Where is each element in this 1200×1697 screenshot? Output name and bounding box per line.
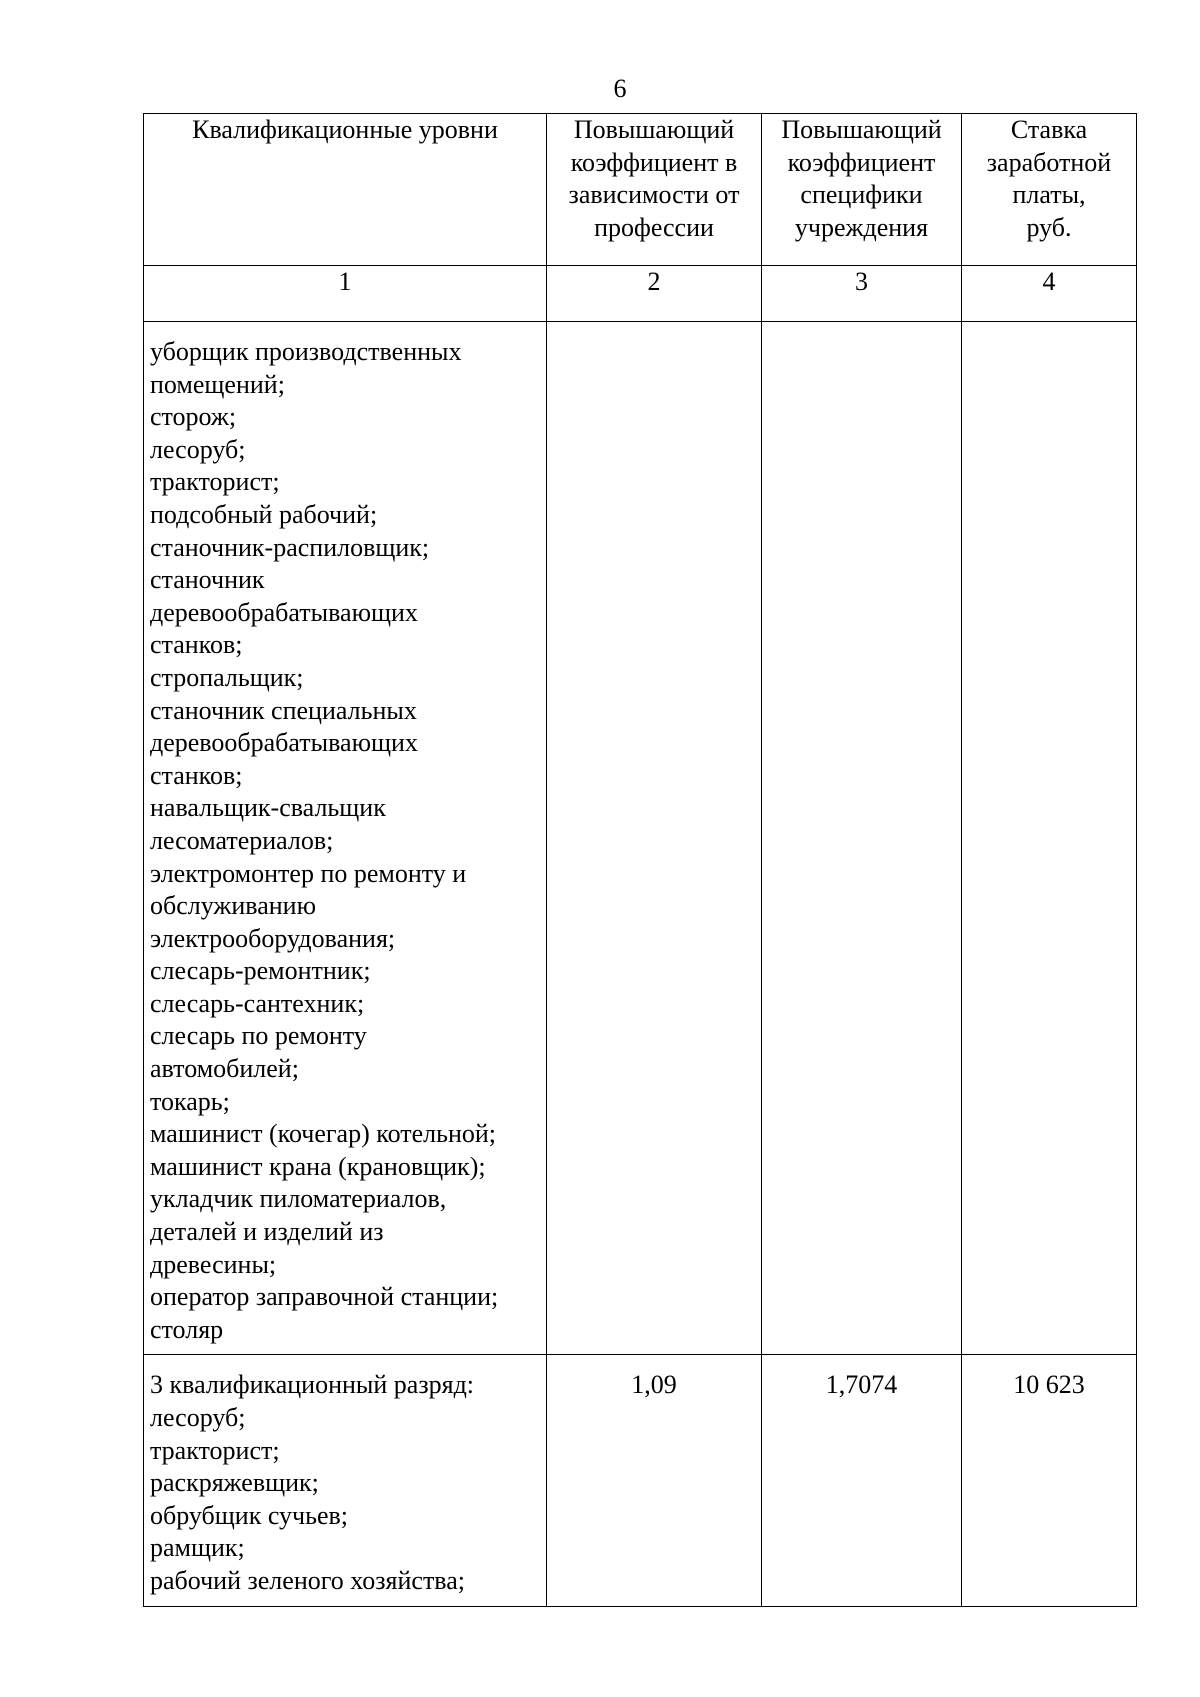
profession-line: обрубщик сучьев; [150,1500,349,1530]
profession-line: электрооборудования; [150,923,396,953]
profession-line: раскряжевщик; [150,1468,319,1498]
profession-line: станочник-распиловщик; [150,532,430,562]
profession-line: 3 квалификационный разряд: [150,1370,475,1400]
header-line: заработной [986,147,1112,177]
profession-line: навальщик-свальщик [150,793,386,823]
profession-line: машинист крана (крановщик); [150,1151,486,1181]
header-line: коэффициент [787,147,936,177]
header-line: Квалификационные уровни [192,115,498,144]
profession-line: деталей и изделий из [150,1217,384,1247]
profession-line: деревообрабатывающих [150,728,418,758]
profession-line: укладчик пиломатериалов, [150,1184,447,1214]
profession-line: оператор заправочной станции; [150,1282,499,1312]
header-line: платы, [1012,180,1086,210]
header-profession-coefficient [547,114,762,266]
profession-coefficient-cell [547,322,762,1355]
institution-coefficient-cell: 1,7074 [762,1355,962,1606]
header-line: Повышающий [781,115,942,144]
salary-rate-cell: 10 623 [962,1355,1137,1606]
profession-line: машинист (кочегар) котельной; [150,1119,497,1149]
qualification-list-cell [144,322,547,1355]
header-institution-coefficient [762,114,962,266]
profession-line: рабочий зеленого хозяйства; [150,1565,466,1595]
salary-rate-cell [962,322,1137,1355]
profession-line: тракторист; [150,1435,280,1465]
profession-line: слесарь по ремонту [150,1021,367,1051]
profession-line: станков; [150,760,243,790]
profession-line: древесины; [150,1249,277,1279]
page-number: 6 [613,74,627,103]
header-line: специфики [800,180,923,210]
header-line: Ставка [1010,115,1088,144]
qualification-list-cell [144,1355,547,1606]
column-number: 2 [547,266,762,322]
profession-line: электромонтер по ремонту и [150,858,467,888]
profession-line: лесоруб; [150,434,246,464]
table-row [144,1355,1137,1606]
profession-line: сторож; [150,402,237,432]
profession-coefficient-cell: 1,09 [547,1355,762,1606]
column-number: 4 [962,266,1137,322]
table-header-row [144,114,1137,266]
column-number: 3 [762,266,962,322]
institution-coefficient-cell [762,322,962,1355]
profession-line: столяр [150,1314,224,1344]
profession-line: уборщик производственных [150,337,462,366]
profession-line: обслуживанию [150,891,317,921]
profession-line: станочник [150,565,265,595]
header-line: коэффициент в [570,147,738,177]
header-salary-rate [962,114,1137,266]
header-line: учреждения [794,212,929,242]
salary-rates-table [143,113,1137,1607]
header-line: зависимости от [568,180,740,210]
profession-line: автомобилей; [150,1054,299,1084]
header-qualification-levels [144,114,547,266]
column-numbers-row [144,266,1137,322]
profession-line: стропальщик; [150,662,304,692]
table-body [144,322,1137,1607]
header-line: Повышающий [573,115,735,144]
profession-line: подсобный рабочий; [150,499,378,529]
profession-line: слесарь-сантехник; [150,988,365,1018]
profession-line: слесарь-ремонтник; [150,956,371,986]
profession-line: помещений; [150,369,285,399]
profession-line: станков; [150,630,243,660]
column-number: 1 [144,266,547,322]
profession-line: лесоруб; [150,1403,246,1432]
profession-line: тракторист; [150,467,280,497]
header-line: профессии [594,212,714,242]
table-row [144,322,1137,1355]
profession-line: станочник специальных [150,695,417,725]
profession-line: лесоматериалов; [150,825,334,855]
profession-line: токарь; [150,1086,230,1116]
profession-line: деревообрабатывающих [150,597,418,627]
header-line: руб. [1026,212,1072,242]
profession-line: рамщик; [150,1533,245,1563]
